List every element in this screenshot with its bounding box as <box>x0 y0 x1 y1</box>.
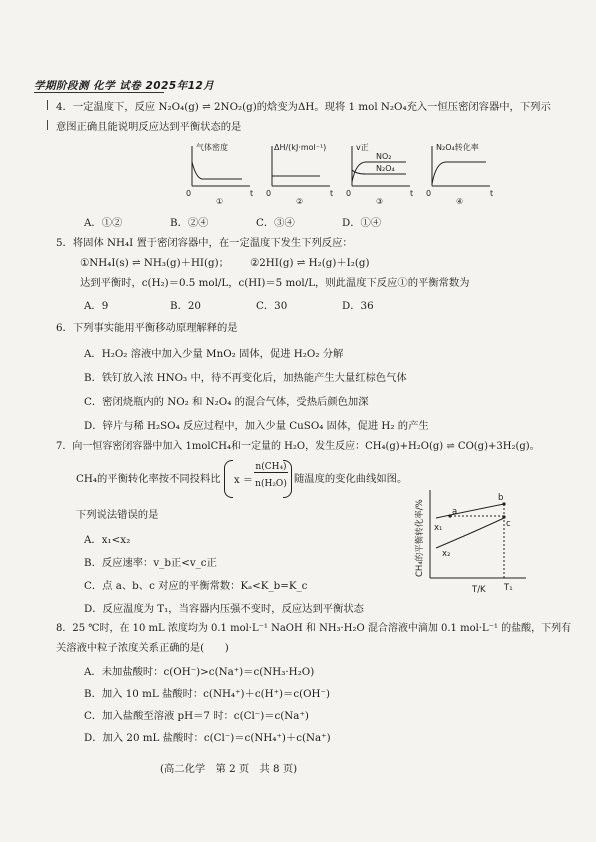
q4-g3-no2: NO₂ <box>376 152 392 161</box>
q4-g4-num: ④ <box>456 197 464 204</box>
page-header: 学期阶段测 化学 试卷 2025年12月 <box>34 80 215 92</box>
q5-reaction-1: ①NH₄I(s) ⇌ NH₃(g)＋HI(g)； <box>80 257 229 269</box>
q4-g2-ylabel: ΔH/(kJ·mol⁻¹) <box>274 143 327 152</box>
q4-graphs <box>180 140 510 204</box>
q4-g1-t: t <box>250 189 254 198</box>
q4-option-b: B．②④ <box>170 217 209 229</box>
margin-mark <box>47 100 48 110</box>
q4-stem-line1: 4．一定温度下，反应 N₂O₄(g) ⇌ 2NO₂(g)的焓变为ΔH。现将 1 mol N₂O₄充入一恒压密闭容器中，下列示 <box>56 101 551 113</box>
q7-ratio-eq: x ＝ <box>234 475 253 486</box>
margin-mark <box>47 120 48 130</box>
q7-point-b: b <box>498 493 504 503</box>
q4-g3-t: t <box>410 189 414 198</box>
q7-graph-ylabel: CH₄的平衡转化率/% <box>415 499 425 577</box>
q4-g4-ylabel: N₂O₄转化率 <box>436 143 479 152</box>
q7-ratio-den: n(H₂O) <box>255 479 287 489</box>
q4-g1-ylabel: 气体密度 <box>196 143 228 152</box>
q7-graph-t1: T₁ <box>504 583 513 593</box>
q5-stem-line1: 5．将固体 NH₄I 置于密闭容器中，在一定温度下发生下列反应： <box>56 237 353 249</box>
q7-point-c: c <box>506 519 511 529</box>
q6-option-a: A．H₂O₂ 溶液中加入少量 MnO₂ 固体，促进 H₂O₂ 分解 <box>84 348 344 360</box>
q4-option-d: D．①④ <box>342 217 382 229</box>
q7-option-a: A．x₁<x₂ <box>84 534 131 546</box>
header-rule <box>34 92 164 93</box>
q4-g3-num: ③ <box>376 197 384 204</box>
q4-g1-num: ① <box>216 197 224 204</box>
q8-option-c: C．加入盐酸至溶液 pH＝7 时：c(Cl⁻)＝c(Na⁺) <box>84 710 309 722</box>
q4-g2-t: t <box>330 189 334 198</box>
q7-option-d: D．反应温度为 T₁，当容器内压强不变时，反应达到平衡状态 <box>84 603 364 615</box>
q6-option-c: C．密闭烧瓶内的 NO₂ 和 N₂O₄ 的混合气体，受热后颜色加深 <box>84 396 369 408</box>
q6-option-d: D．锌片与稀 H₂SO₄ 反应过程中，加入少量 CuSO₄ 固体，促进 H₂ 的产生 <box>84 420 429 432</box>
q7-curve-x1: x₁ <box>434 523 443 533</box>
q4-g2-origin: 0 <box>266 189 272 198</box>
q7-graph-xlabel: T/K <box>472 585 486 595</box>
q8-option-a: A．未加盐酸时：c(OH⁻)>c(Na⁺)＝c(NH₃·H₂O) <box>84 666 315 678</box>
q7-stem-line2a: CH₄的平衡转化率按不同投料比 <box>76 473 221 485</box>
q8-option-b: B．加入 10 mL 盐酸时：c(NH₄⁺)＋c(H⁺)＝c(OH⁻) <box>84 688 330 700</box>
q4-option-c: C．③④ <box>256 217 295 229</box>
page-footer: (高二化学 第 2 页 共 8 页) <box>160 763 298 775</box>
q4-g4-t: t <box>490 189 494 198</box>
q4-g1-origin: 0 <box>186 189 192 198</box>
q6-stem: 6．下列事实能用平衡移动原理解释的是 <box>56 322 238 334</box>
q8-option-d: D．加入 20 mL 盐酸时：c(Cl⁻)＝c(NH₄⁺)＋c(Na⁺) <box>84 732 331 744</box>
q7-curve-x2: x₂ <box>442 549 451 559</box>
q5-option-a: A．9 <box>84 300 109 312</box>
q7-point-a: a <box>452 507 458 517</box>
q7-graph <box>414 486 534 598</box>
q4-g3-ylabel: v正 <box>356 143 369 152</box>
q7-option-c: C．点 a、b、c 对应的平衡常数：Kₐ<K_b=K_c <box>84 580 308 592</box>
q4-g4-origin: 0 <box>426 189 432 198</box>
q4-g3-n2o4: N₂O₄ <box>376 164 395 173</box>
q5-reaction-2: ②2HI(g) ⇌ H₂(g)＋I₂(g) <box>250 257 370 269</box>
q4-graph-1 <box>192 146 250 186</box>
q4-option-a: A．①② <box>84 217 123 229</box>
q6-option-b: B．铁钉放入浓 HNO₃ 中，待不再变化后，加热能产生大量红棕色气体 <box>84 372 407 384</box>
q5-option-d: D．36 <box>342 300 374 312</box>
q7-ratio-formula <box>224 460 288 496</box>
q7-stem-line1: 7．向一恒容密闭容器中加入 1molCH₄和一定量的 H₂O，发生反应：CH₄(g)+H₂O(g) ⇌ CO(g)+3H₂(g)。 <box>56 441 540 452</box>
q4-stem-line2: 意图正确且能说明反应达到平衡状态的是 <box>56 121 242 133</box>
q5-option-b: B．20 <box>170 300 201 312</box>
q7-stem-line3: 下列说法错误的是 <box>76 509 159 521</box>
q7-stem-line2b: 随温度的变化曲线如图。 <box>294 473 408 485</box>
q8-stem-line2: 关溶液中粒子浓度关系正确的是( ) <box>56 642 229 654</box>
q4-g3-origin: 0 <box>346 189 352 198</box>
q4-graph-4 <box>432 146 490 186</box>
q7-option-b: B．反应速率：v_b正<v_c正 <box>84 557 217 569</box>
q4-g2-num: ② <box>296 197 304 204</box>
q5-option-c: C．30 <box>256 300 288 312</box>
q4-graph-2 <box>272 146 330 186</box>
q8-stem-line1: 8．25 ℃时，在 10 mL 浓度均为 0.1 mol·L⁻¹ NaOH 和 NH₃·H₂O 混合溶液中滴加 0.1 mol·L⁻¹ 的盐酸，下列有 <box>56 623 572 634</box>
q7-ratio-num: n(CH₄) <box>255 462 287 472</box>
q5-stem-line3: 达到平衡时，c(H₂)＝0.5 mol/L，c(HI)＝5 mol/L，则此温度下反应①的平衡常数为 <box>80 277 470 289</box>
